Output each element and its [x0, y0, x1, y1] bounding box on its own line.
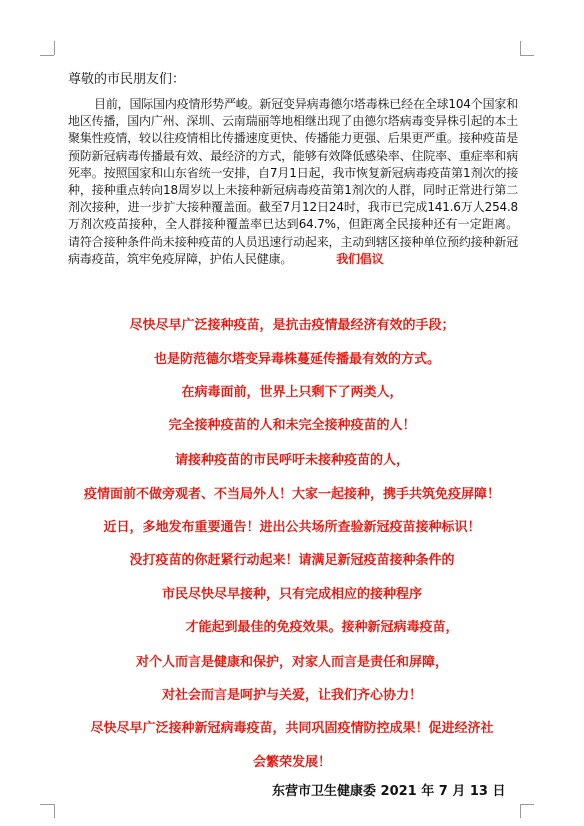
crop-mark-top-right-h	[520, 55, 534, 56]
body-paragraph-text: 目前，国际国内疫情形势严峻。新冠变异病毒德尔塔毒株已经在全球104个国家和地区传播，国内广州、深圳、云南瑞丽等地相继出现了由德尔塔病毒变异株引起的本土聚集性疫情，较以往疫情相比传播速度更快、传播能力更强、后果更严重。接种疫苗是预防新冠病毒传播最有效、最经济的方式，能够有效降低感染率、住院率、重症率和病死率。按照国家和山东省统一安排，自7月1日起，我市恢复新冠病毒疫苗第1剂次的接种，接种重点转向18周岁以上未接种新冠病毒疫苗第1剂次的人群，同时正常进行第二剂次接种，进一步扩大接种覆盖面。截至7月12日24时，我市已完成141.6万人254.8万剂次疫苗接种，全人群接种覆盖率已达到64.7%，但距离全民接种还有一定距离。请符合接种条件尚未接种疫苗的人员迅速行动起来，主动到辖区接种单位预约接种新冠病毒疫苗，筑牢免疫屏障，护佑人民健康。	[68, 97, 518, 266]
red-line-9: 市民尽快尽早接种，只有完成相应的接种程序	[161, 587, 422, 602]
red-line-2: 也是防范德尔塔变异毒株蔓延传播最有效的方式。	[153, 352, 440, 367]
salutation: 尊敬的市民朋友们：	[68, 72, 186, 87]
red-line-5: 请接种疫苗的市民呼吁未接种疫苗的人，	[174, 453, 409, 468]
crop-mark-top-left-h	[40, 55, 54, 56]
red-line-13: 尽快尽早广泛接种新冠病毒疫苗，共同巩固疫情防控成果！促进经济社	[90, 721, 494, 736]
red-line-4: 完全接种疫苗的人和未完全接种疫苗的人！	[168, 418, 416, 433]
crop-mark-bottom-left-h	[40, 804, 54, 805]
red-line-12: 对社会而言是呵护与关爱，让我们齐心协力！	[161, 688, 422, 703]
proposal-heading: 我们倡议	[336, 251, 384, 266]
red-line-7: 近日，多地发布重要通告！进出公共场所查验新冠疫苗接种标识！	[103, 520, 481, 535]
signature: 东营市卫生健康委 2021 年 7 月 13 日	[272, 784, 506, 799]
red-line-6: 疫情面前不做旁观者、不当局外人！大家一起接种，携手共筑免疫屏障！	[83, 487, 500, 502]
red-line-3: 在病毒面前，世界上只剩下了两类人，	[181, 385, 403, 400]
body-paragraph	[68, 96, 518, 268]
red-line-8: 没打疫苗的你赶紧行动起来！请满足新冠疫苗接种条件的	[129, 553, 455, 568]
crop-mark-bottom-right-v	[520, 804, 521, 818]
crop-mark-top-right-v	[520, 41, 521, 55]
red-line-10: 才能起到最佳的免疫效果。接种新冠病毒疫苗，	[185, 620, 459, 635]
crop-mark-bottom-right-h	[520, 804, 534, 805]
crop-mark-bottom-left-v	[54, 804, 55, 818]
red-line-14: 会繁荣发展！	[252, 755, 331, 770]
crop-mark-top-left-v	[54, 41, 55, 55]
red-line-11: 对个人而言是健康和保护，对家人而言是责任和屏障，	[135, 655, 448, 670]
red-line-1: 尽快尽早广泛接种疫苗，是抗击疫情最经济有效的手段；	[129, 318, 455, 333]
